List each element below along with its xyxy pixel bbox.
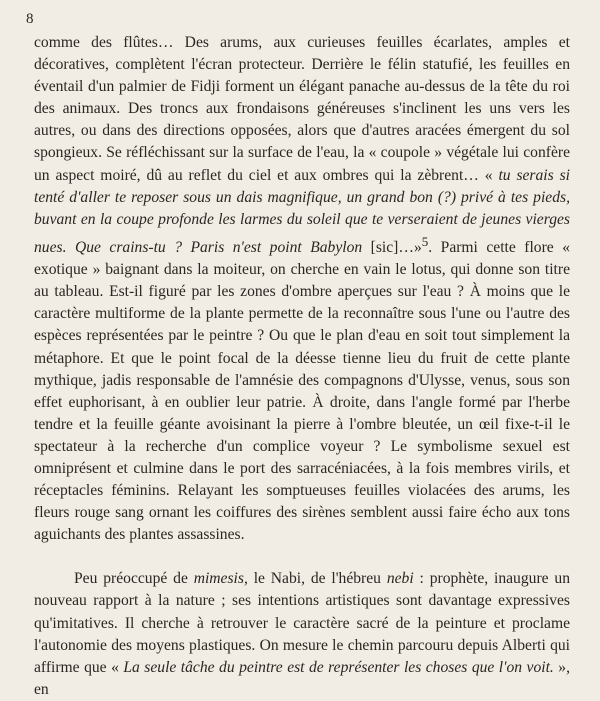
text-run: [sic]…» — [362, 239, 422, 257]
paragraph-1 — [34, 32, 570, 546]
text-run: », en — [34, 658, 570, 698]
text-run: , le Nabi, de l'hébreu — [243, 570, 387, 588]
footnote-ref: 5 — [421, 233, 429, 249]
text-run: Peu préoccupé de — [74, 570, 194, 588]
italic-text: tu serais si tenté d'aller te reposer sous un dais magnifique, un grand bon (?) privé à tes pieds, buvant en la coupe profonde les larmes du soleil que te verseraient de jeunes vierges nues. Que crains-tu ? Paris n'est point Babylon — [34, 166, 570, 257]
paragraph-2 — [34, 568, 570, 701]
italic-text: mimesis — [193, 570, 244, 588]
text-run: . Parmi cette flore « exotique » baignant dans la moiteur, on cherche en vain le lotus, qui donne son titre au tableau. Est-il figuré par les zones d'ombre aperçues sur l'eau ? À moins que le caractère multiforme de la plante permette de la reconnaître sous l'une ou l'autre des espèces représentées par le peintre ? Ou que le plan d'eau en soit tout simplement la métaphore. Et que le point focal de la déesse tienne lieu du fruit de cette plante mythique, jadis responsable de l'amnésie des compagnons d'Ulysse, venus, sous son effet euphorisant, à en oublier leur patrie. À droite, dans l'angle formé par l'herbe tendre et la feuille géante avoisinant la pierre à l'ombre bleutée, un œil fixe-t-il le spectateur à la recherche d'un complice voyeur ? Le symbolisme sexuel est omniprésent et culmine dans le port des sarracéniacées, à la fois membres virils, et réceptacles féminins. Relayant les somptueuses feuilles violacées des arums, les fleurs rouge sang ornant les coiffures des sirènes semblent aussi faire écho aux tons aguichants des plantes assassines. — [34, 239, 570, 544]
page-number: 8 — [26, 11, 34, 27]
italic-text: nebi — [386, 570, 414, 588]
italic-text: La seule tâche du peintre est de représenter les choses que l'on voit. — [123, 658, 554, 676]
text-run: comme des flûtes… Des arums, aux curieuses feuilles écarlates, amples et décoratives, complètent l'écran protecteur. Derrière le félin statufié, les feuilles en éventail d'un palmier de Fidji forment un élégant panache au-dessus de la tête du roi des animaux. Des troncs aux frondaisons généreuses s'inclinent les uns vers les autres, ou dans des directions opposées, alors que d'autres aracées émergent du sol spongieux. Se réfléchissant sur la surface de l'eau, la « coupole » végétale lui confère un aspect moiré, dû au reflet du ciel et aux ombres qui la zèbrent… « — [34, 34, 570, 184]
text-run: : prophète, inaugure un nouveau rapport à la nature ; ses intentions artistiques sont davantage expressives qu'imitatives. Il cherche à retrouver le caractère sacré de la peinture et proclame l'autonomie des moyens plastiques. On mesure le chemin parcouru depuis Alberti qui affirme que « — [34, 570, 570, 676]
